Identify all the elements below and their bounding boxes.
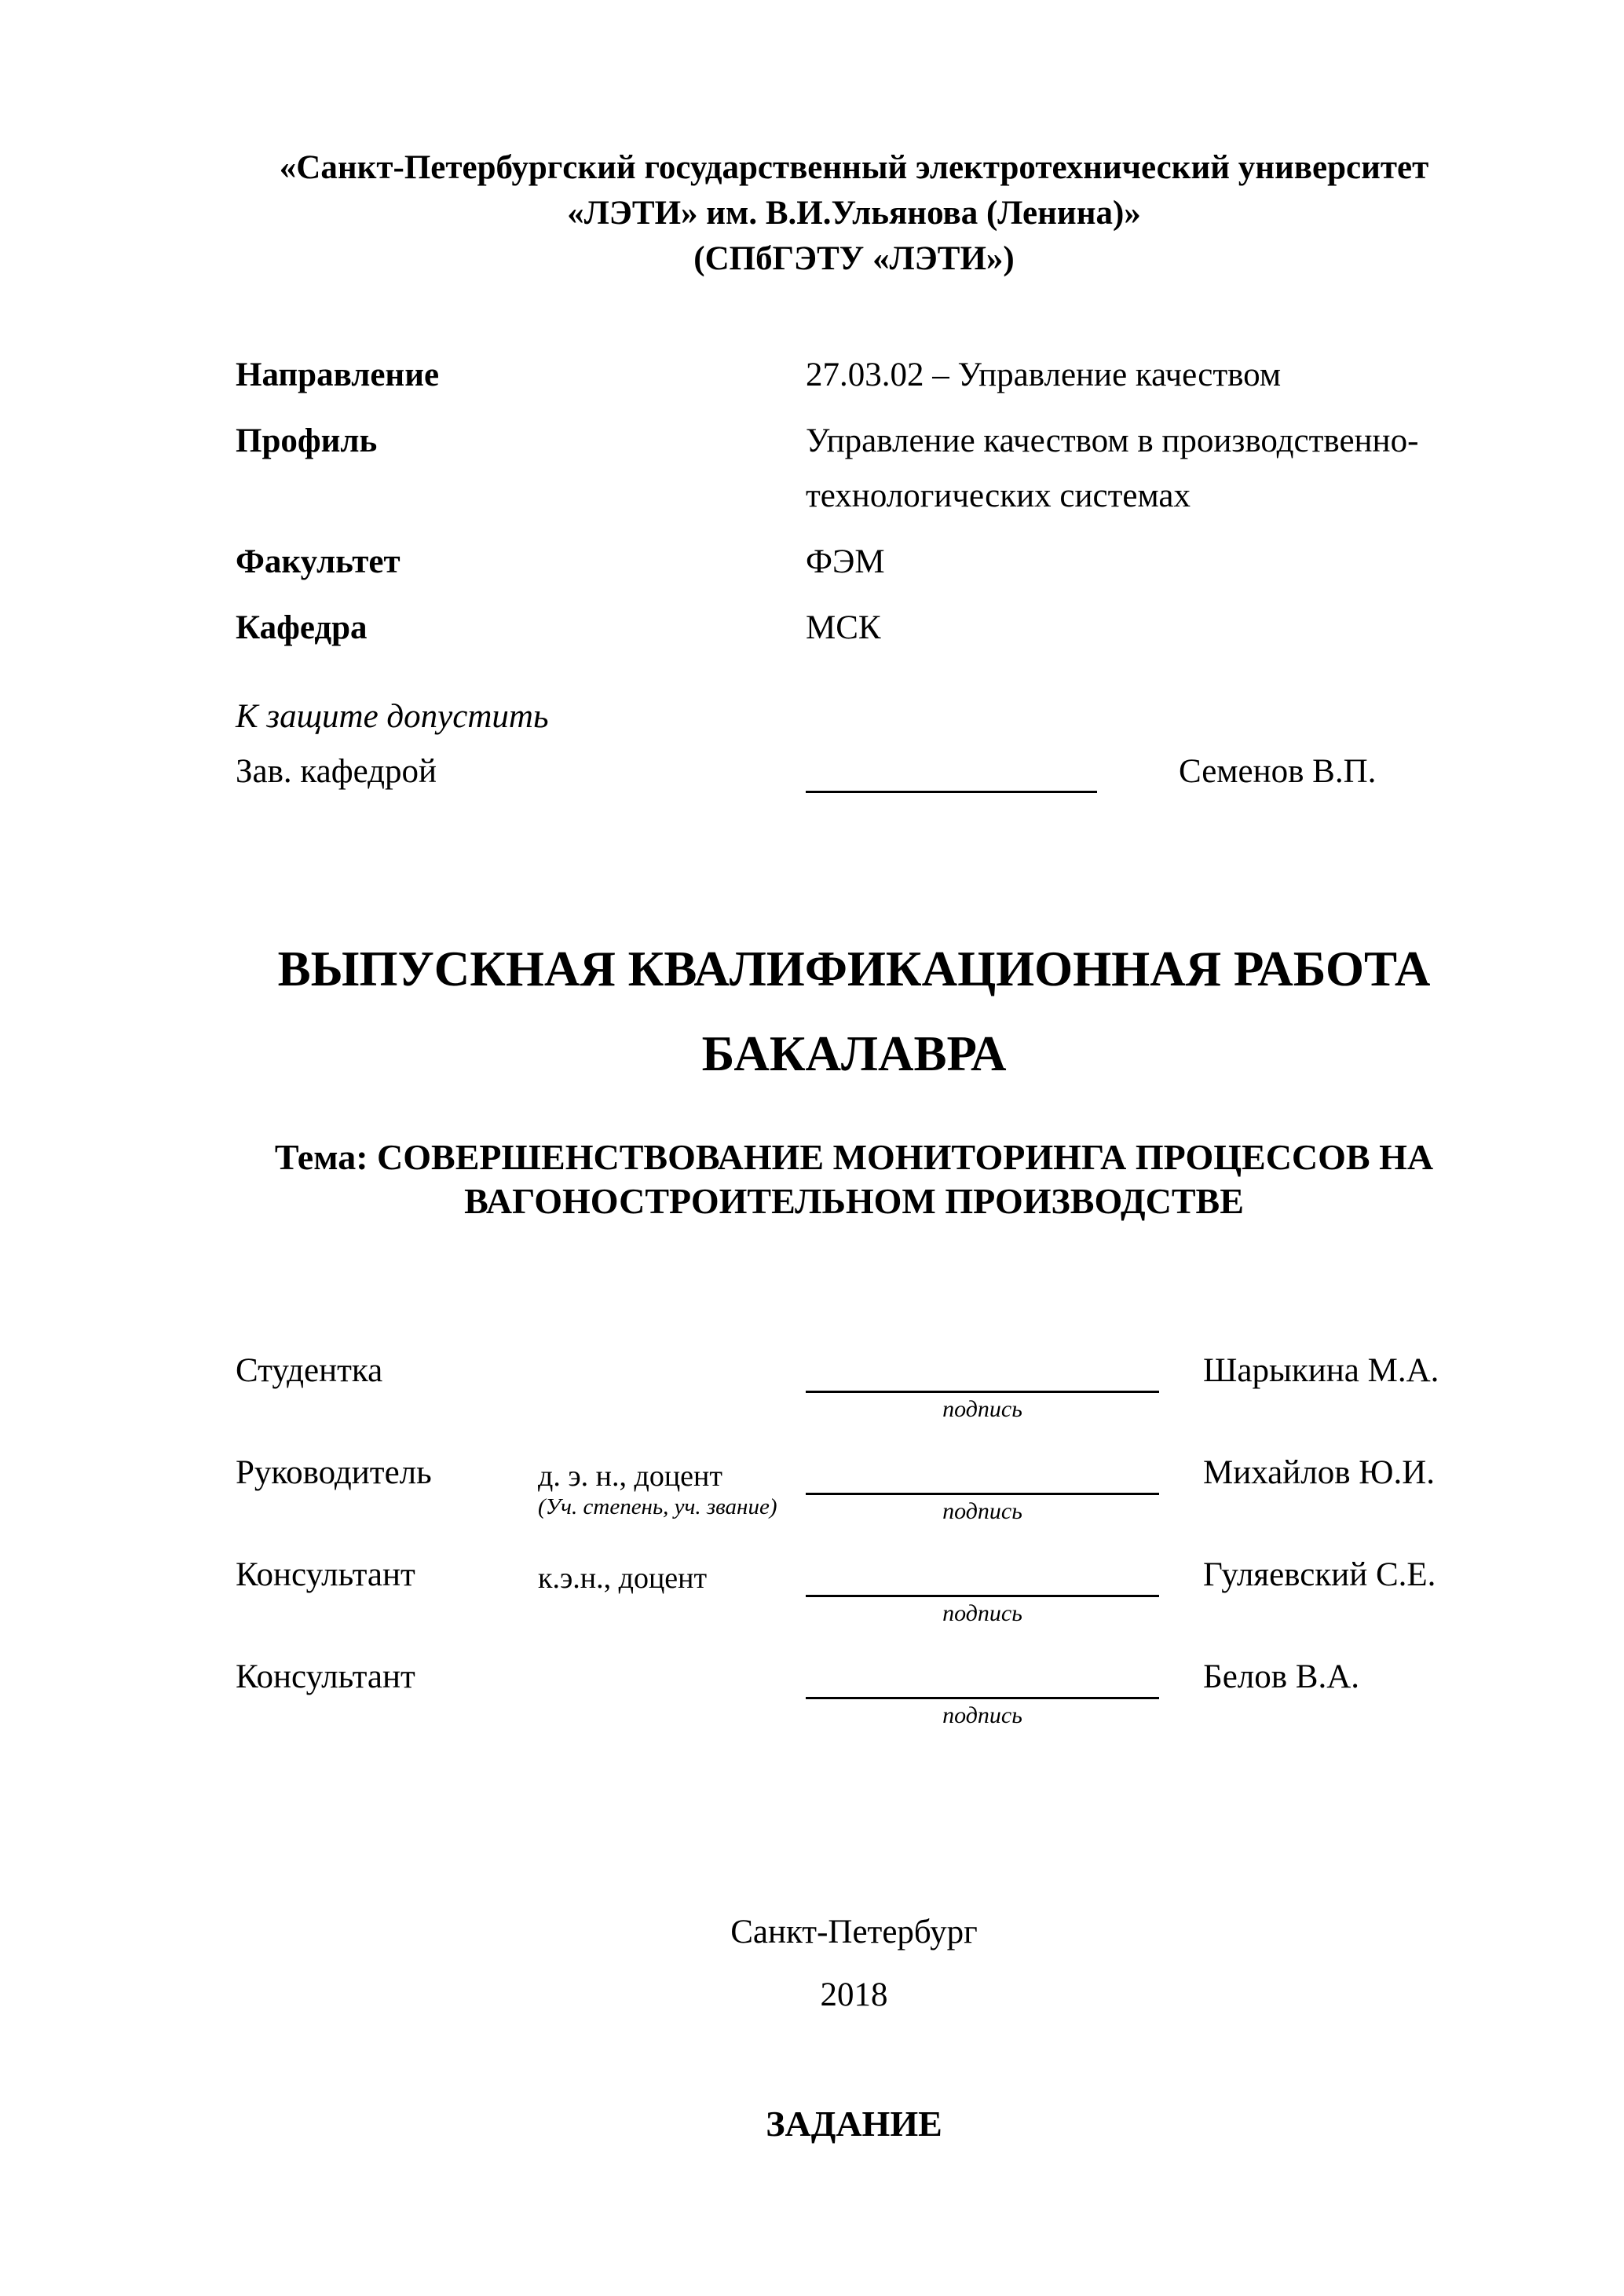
thesis-main-title: [236, 927, 1472, 1096]
field-row-faculty: [236, 535, 1472, 590]
university-abbreviation: (СПбГЭТУ «ЛЭТИ»): [693, 240, 1015, 277]
department-head-row: [236, 747, 1472, 797]
consultant1-name: Гуляевский С.Е.: [1203, 1556, 1436, 1593]
consultant1-signature-line: [806, 1553, 1159, 1597]
supervisor-signature-line: [806, 1451, 1159, 1495]
student-role-label: Студентка: [236, 1352, 383, 1389]
consultant2-role-label: Консультант: [236, 1658, 415, 1695]
next-section-heading: ЗАДАНИЕ: [766, 2104, 942, 2144]
supervisor-qualification-note: (Уч. степень, уч. звание): [538, 1494, 777, 1519]
consultant2-name: Белов В.А.: [1203, 1658, 1360, 1695]
faculty-value: ФЭМ: [806, 543, 885, 580]
profile-value: [806, 414, 1472, 524]
signature-block: [236, 1349, 1472, 1757]
department-value: МСК: [806, 609, 881, 646]
university-name-line1: «Санкт-Петербургский государственный электротехнический университет: [279, 149, 1429, 186]
thesis-topic-line1: Тема: СОВЕРШЕНСТВОВАНИЕ МОНИТОРИНГА ПРОЦЕССОВ НА: [274, 1137, 1434, 1177]
university-header: [236, 145, 1472, 282]
profile-label: Профиль: [236, 422, 378, 459]
supervisor-role-label: Руководитель: [236, 1454, 432, 1491]
supervisor-signature-caption: подпись: [942, 1498, 1022, 1524]
university-name-line2: «ЛЭТИ» им. В.И.Ульянова (Ленина)»: [567, 195, 1141, 232]
signature-row-consultant-2: [236, 1655, 1472, 1757]
field-row-profile: [236, 414, 1472, 524]
signature-row-student: [236, 1349, 1472, 1451]
thesis-topic-line2: ВАГОНОСТРОИТЕЛЬНОМ ПРОИЗВОДСТВЕ: [464, 1181, 1244, 1221]
profile-value-line1: Управление качеством в производственно-: [806, 422, 1419, 459]
thesis-title-line1: ВЫПУСКНАЯ КВАЛИФИКАЦИОННАЯ РАБОТА: [277, 941, 1431, 996]
page-footer: [236, 1910, 1472, 2148]
department-label: Кафедра: [236, 609, 368, 646]
consultant2-signature-area: [806, 1655, 1159, 1729]
faculty-label: Факультет: [236, 543, 401, 580]
student-signature-caption: подпись: [942, 1396, 1022, 1422]
department-head-label: Зав. кафедрой: [236, 753, 437, 790]
admission-note: К защите допустить: [236, 698, 549, 735]
profile-value-line2: технологических системах: [806, 477, 1191, 514]
supervisor-signature-area: [806, 1451, 1159, 1525]
supervisor-name: Михайлов Ю.И.: [1203, 1454, 1436, 1491]
signature-row-supervisor: [236, 1451, 1472, 1553]
field-row-department: [236, 601, 1472, 656]
thesis-topic: [236, 1135, 1472, 1223]
direction-value: 27.03.02 – Управление качеством: [806, 356, 1282, 393]
consultant1-qualification: к.э.н., доцент: [538, 1562, 708, 1595]
consultant1-role-label: Консультант: [236, 1556, 415, 1593]
city-label: Санкт-Петербург: [730, 1914, 978, 1951]
department-head-name: Семенов В.П.: [1179, 753, 1377, 790]
consultant2-signature-line: [806, 1655, 1159, 1699]
signature-row-consultant-1: [236, 1553, 1472, 1655]
consultant1-signature-caption: подпись: [942, 1600, 1022, 1626]
year-label: 2018: [820, 1976, 888, 2013]
consultant1-signature-area: [806, 1553, 1159, 1627]
department-head-signature-line: [806, 747, 1097, 793]
field-row-direction: [236, 348, 1472, 403]
student-name: Шарыкина М.А.: [1203, 1352, 1439, 1389]
student-signature-line: [806, 1349, 1159, 1393]
program-fields: [236, 348, 1472, 656]
direction-label: Направление: [236, 356, 440, 393]
student-signature-area: [806, 1349, 1159, 1423]
consultant2-signature-caption: подпись: [942, 1702, 1022, 1728]
supervisor-qualification: д. э. н., доцент: [538, 1460, 722, 1493]
thesis-title-line2: БАКАЛАВРА: [701, 1026, 1007, 1081]
supervisor-qualification-area: [538, 1451, 806, 1520]
